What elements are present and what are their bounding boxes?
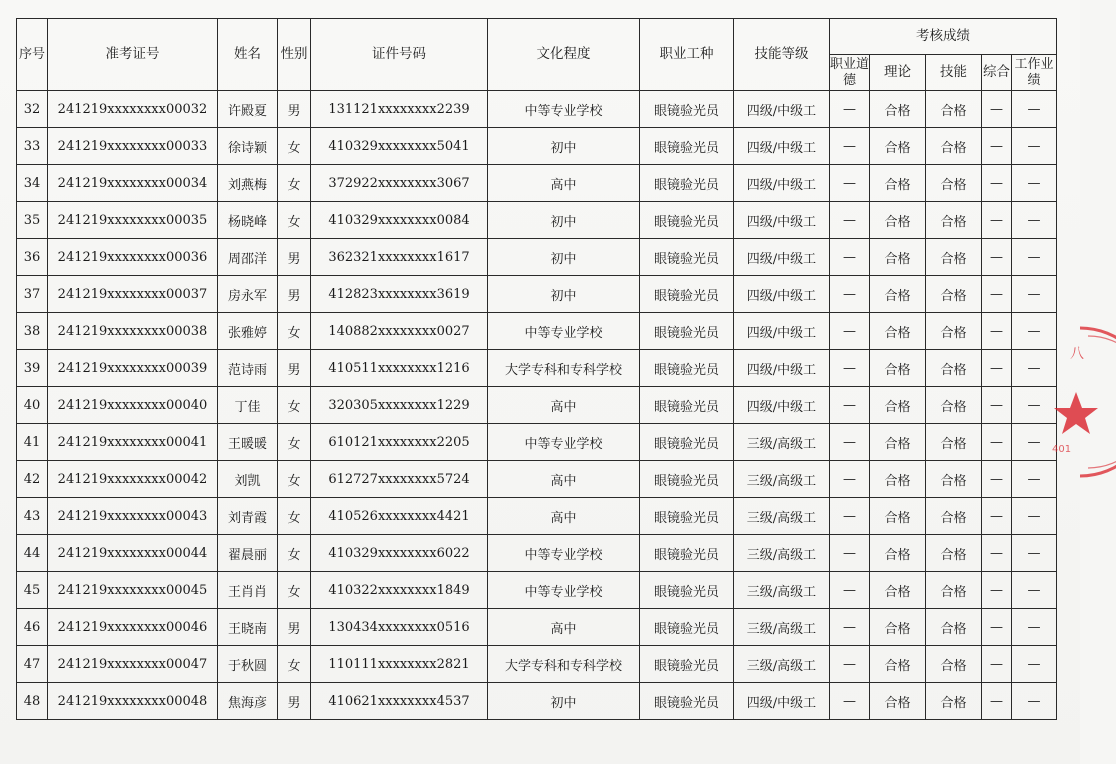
cell-gender: 男 (278, 609, 311, 646)
header-exam-id: 准考证号 (48, 19, 218, 91)
cell-gender: 女 (278, 202, 311, 239)
cell-work-performance: — (1012, 609, 1057, 646)
cell-work-performance: — (1012, 165, 1057, 202)
cell-name: 张雅婷 (218, 313, 278, 350)
header-theory: 理论 (870, 55, 926, 91)
cell-occupation: 眼镜验光员 (640, 91, 734, 128)
table-row (17, 498, 1057, 535)
cell-education: 高中 (488, 609, 640, 646)
cell-comprehensive: — (982, 461, 1012, 498)
cell-occupation: 眼镜验光员 (640, 239, 734, 276)
cell-occupation: 眼镜验光员 (640, 609, 734, 646)
cell-skill: 合格 (926, 91, 982, 128)
cell-exam-id: 241219xxxxxxxx00042 (48, 461, 218, 498)
cell-id-number: 612727xxxxxxxx5724 (311, 461, 488, 498)
cell-ethics: — (830, 498, 870, 535)
cell-exam-id: 241219xxxxxxxx00035 (48, 202, 218, 239)
cell-seq: 39 (17, 350, 48, 387)
cell-theory: 合格 (870, 683, 926, 720)
cell-skill-level: 三级/高级工 (734, 498, 830, 535)
svg-text:八: 八 (1070, 346, 1084, 362)
cell-gender: 男 (278, 683, 311, 720)
results-table (16, 18, 1057, 720)
cell-id-number: 140882xxxxxxxx0027 (311, 313, 488, 350)
cell-education: 初中 (488, 202, 640, 239)
header-name: 姓名 (218, 19, 278, 91)
cell-work-performance: — (1012, 239, 1057, 276)
table-row (17, 276, 1057, 313)
cell-name: 王晓南 (218, 609, 278, 646)
cell-seq: 34 (17, 165, 48, 202)
header-work-performance: 工作业绩 (1012, 55, 1057, 91)
cell-ethics: — (830, 535, 870, 572)
cell-skill: 合格 (926, 683, 982, 720)
cell-seq: 46 (17, 609, 48, 646)
cell-skill-level: 四级/中级工 (734, 128, 830, 165)
header-skill-level: 技能等级 (734, 19, 830, 91)
cell-ethics: — (830, 91, 870, 128)
cell-id-number: 412823xxxxxxxx3619 (311, 276, 488, 313)
cell-seq: 37 (17, 276, 48, 313)
cell-name: 刘燕梅 (218, 165, 278, 202)
cell-id-number: 372922xxxxxxxx3067 (311, 165, 488, 202)
cell-skill: 合格 (926, 609, 982, 646)
cell-seq: 35 (17, 202, 48, 239)
header-assessment: 考核成绩 (830, 19, 1057, 55)
cell-education: 初中 (488, 276, 640, 313)
cell-occupation: 眼镜验光员 (640, 535, 734, 572)
cell-name: 周邵洋 (218, 239, 278, 276)
cell-seq: 47 (17, 646, 48, 683)
cell-exam-id: 241219xxxxxxxx00033 (48, 128, 218, 165)
cell-theory: 合格 (870, 572, 926, 609)
cell-seq: 32 (17, 91, 48, 128)
header-gender: 性别 (278, 19, 311, 91)
cell-seq: 41 (17, 424, 48, 461)
cell-ethics: — (830, 387, 870, 424)
cell-exam-id: 241219xxxxxxxx00047 (48, 646, 218, 683)
cell-occupation: 眼镜验光员 (640, 461, 734, 498)
cell-name: 翟晨丽 (218, 535, 278, 572)
cell-skill-level: 三级/高级工 (734, 609, 830, 646)
cell-skill: 合格 (926, 424, 982, 461)
cell-theory: 合格 (870, 646, 926, 683)
cell-gender: 男 (278, 276, 311, 313)
cell-comprehensive: — (982, 683, 1012, 720)
cell-skill: 合格 (926, 128, 982, 165)
cell-id-number: 362321xxxxxxxx1617 (311, 239, 488, 276)
cell-ethics: — (830, 239, 870, 276)
table-row (17, 91, 1057, 128)
table-body (17, 91, 1057, 720)
cell-id-number: 130434xxxxxxxx0516 (311, 609, 488, 646)
table-row (17, 424, 1057, 461)
cell-work-performance: — (1012, 128, 1057, 165)
table-row (17, 128, 1057, 165)
table-row (17, 239, 1057, 276)
cell-id-number: 410329xxxxxxxx5041 (311, 128, 488, 165)
cell-theory: 合格 (870, 91, 926, 128)
cell-education: 中等专业学校 (488, 424, 640, 461)
cell-skill: 合格 (926, 572, 982, 609)
cell-seq: 40 (17, 387, 48, 424)
cell-occupation: 眼镜验光员 (640, 387, 734, 424)
cell-exam-id: 241219xxxxxxxx00037 (48, 276, 218, 313)
table-row (17, 165, 1057, 202)
svg-text:401: 401 (1052, 444, 1072, 455)
cell-ethics: — (830, 313, 870, 350)
cell-gender: 女 (278, 461, 311, 498)
cell-id-number: 410621xxxxxxxx4537 (311, 683, 488, 720)
cell-exam-id: 241219xxxxxxxx00048 (48, 683, 218, 720)
cell-work-performance: — (1012, 387, 1057, 424)
cell-occupation: 眼镜验光员 (640, 128, 734, 165)
cell-id-number: 410329xxxxxxxx0084 (311, 202, 488, 239)
cell-ethics: — (830, 461, 870, 498)
cell-work-performance: — (1012, 202, 1057, 239)
cell-gender: 女 (278, 535, 311, 572)
cell-gender: 女 (278, 646, 311, 683)
cell-comprehensive: — (982, 498, 1012, 535)
cell-comprehensive: — (982, 572, 1012, 609)
cell-occupation: 眼镜验光员 (640, 498, 734, 535)
cell-occupation: 眼镜验光员 (640, 683, 734, 720)
cell-theory: 合格 (870, 350, 926, 387)
cell-exam-id: 241219xxxxxxxx00032 (48, 91, 218, 128)
cell-comprehensive: — (982, 239, 1012, 276)
cell-ethics: — (830, 128, 870, 165)
cell-gender: 男 (278, 350, 311, 387)
cell-education: 大学专科和专科学校 (488, 350, 640, 387)
cell-exam-id: 241219xxxxxxxx00039 (48, 350, 218, 387)
cell-education: 大学专科和专科学校 (488, 646, 640, 683)
cell-skill: 合格 (926, 350, 982, 387)
cell-id-number: 610121xxxxxxxx2205 (311, 424, 488, 461)
cell-theory: 合格 (870, 202, 926, 239)
cell-name: 王肖肖 (218, 572, 278, 609)
cell-seq: 38 (17, 313, 48, 350)
cell-occupation: 眼镜验光员 (640, 350, 734, 387)
cell-skill-level: 三级/高级工 (734, 535, 830, 572)
cell-theory: 合格 (870, 498, 926, 535)
cell-education: 高中 (488, 387, 640, 424)
cell-ethics: — (830, 276, 870, 313)
cell-exam-id: 241219xxxxxxxx00038 (48, 313, 218, 350)
cell-occupation: 眼镜验光员 (640, 572, 734, 609)
header-id-number: 证件号码 (311, 19, 488, 91)
cell-skill-level: 四级/中级工 (734, 350, 830, 387)
cell-gender: 女 (278, 313, 311, 350)
cell-skill-level: 四级/中级工 (734, 202, 830, 239)
cell-id-number: 110111xxxxxxxx2821 (311, 646, 488, 683)
cell-seq: 43 (17, 498, 48, 535)
header-comprehensive: 综合 (982, 55, 1012, 91)
cell-ethics: — (830, 202, 870, 239)
cell-gender: 女 (278, 424, 311, 461)
cell-skill-level: 三级/高级工 (734, 646, 830, 683)
cell-name: 许殿夏 (218, 91, 278, 128)
cell-skill: 合格 (926, 535, 982, 572)
cell-work-performance: — (1012, 683, 1057, 720)
table-row (17, 313, 1057, 350)
cell-id-number: 410322xxxxxxxx1849 (311, 572, 488, 609)
cell-theory: 合格 (870, 461, 926, 498)
cell-id-number: 410511xxxxxxxx1216 (311, 350, 488, 387)
cell-education: 中等专业学校 (488, 535, 640, 572)
cell-theory: 合格 (870, 535, 926, 572)
cell-occupation: 眼镜验光员 (640, 202, 734, 239)
cell-ethics: — (830, 609, 870, 646)
cell-name: 焦海彦 (218, 683, 278, 720)
cell-skill: 合格 (926, 239, 982, 276)
cell-work-performance: — (1012, 313, 1057, 350)
cell-gender: 女 (278, 572, 311, 609)
header-seq: 序号 (17, 19, 48, 91)
cell-comprehensive: — (982, 646, 1012, 683)
cell-ethics: — (830, 350, 870, 387)
cell-id-number: 410329xxxxxxxx6022 (311, 535, 488, 572)
cell-exam-id: 241219xxxxxxxx00046 (48, 609, 218, 646)
cell-exam-id: 241219xxxxxxxx00045 (48, 572, 218, 609)
cell-ethics: — (830, 572, 870, 609)
cell-theory: 合格 (870, 387, 926, 424)
cell-occupation: 眼镜验光员 (640, 276, 734, 313)
table-row (17, 535, 1057, 572)
cell-exam-id: 241219xxxxxxxx00040 (48, 387, 218, 424)
header-education: 文化程度 (488, 19, 640, 91)
cell-education: 高中 (488, 461, 640, 498)
cell-skill: 合格 (926, 646, 982, 683)
cell-gender: 女 (278, 498, 311, 535)
cell-exam-id: 241219xxxxxxxx00041 (48, 424, 218, 461)
cell-theory: 合格 (870, 239, 926, 276)
cell-name: 房永军 (218, 276, 278, 313)
cell-comprehensive: — (982, 276, 1012, 313)
cell-skill-level: 四级/中级工 (734, 313, 830, 350)
table-row (17, 387, 1057, 424)
cell-education: 中等专业学校 (488, 91, 640, 128)
cell-education: 高中 (488, 165, 640, 202)
header-ethics: 职业道德 (830, 55, 870, 91)
cell-work-performance: — (1012, 572, 1057, 609)
cell-occupation: 眼镜验光员 (640, 646, 734, 683)
table-row (17, 461, 1057, 498)
cell-name: 刘凯 (218, 461, 278, 498)
cell-id-number: 320305xxxxxxxx1229 (311, 387, 488, 424)
cell-gender: 男 (278, 91, 311, 128)
cell-seq: 44 (17, 535, 48, 572)
cell-theory: 合格 (870, 313, 926, 350)
cell-exam-id: 241219xxxxxxxx00036 (48, 239, 218, 276)
cell-education: 初中 (488, 683, 640, 720)
cell-skill: 合格 (926, 276, 982, 313)
cell-theory: 合格 (870, 165, 926, 202)
cell-work-performance: — (1012, 646, 1057, 683)
cell-theory: 合格 (870, 609, 926, 646)
cell-work-performance: — (1012, 276, 1057, 313)
cell-id-number: 131121xxxxxxxx2239 (311, 91, 488, 128)
cell-seq: 36 (17, 239, 48, 276)
cell-seq: 33 (17, 128, 48, 165)
cell-exam-id: 241219xxxxxxxx00044 (48, 535, 218, 572)
cell-ethics: — (830, 646, 870, 683)
cell-skill-level: 三级/高级工 (734, 572, 830, 609)
cell-skill-level: 三级/高级工 (734, 461, 830, 498)
cell-comprehensive: — (982, 313, 1012, 350)
cell-education: 高中 (488, 498, 640, 535)
cell-seq: 45 (17, 572, 48, 609)
cell-seq: 42 (17, 461, 48, 498)
cell-work-performance: — (1012, 498, 1057, 535)
cell-skill-level: 四级/中级工 (734, 239, 830, 276)
table-row (17, 683, 1057, 720)
cell-skill-level: 四级/中级工 (734, 276, 830, 313)
cell-ethics: — (830, 165, 870, 202)
header-occupation: 职业工种 (640, 19, 734, 91)
cell-work-performance: — (1012, 424, 1057, 461)
cell-comprehensive: — (982, 424, 1012, 461)
cell-skill-level: 四级/中级工 (734, 387, 830, 424)
cell-comprehensive: — (982, 387, 1012, 424)
cell-name: 丁佳 (218, 387, 278, 424)
header-skill: 技能 (926, 55, 982, 91)
cell-occupation: 眼镜验光员 (640, 313, 734, 350)
cell-seq: 48 (17, 683, 48, 720)
cell-work-performance: — (1012, 535, 1057, 572)
cell-work-performance: — (1012, 350, 1057, 387)
table-row (17, 609, 1057, 646)
cell-name: 王暖暖 (218, 424, 278, 461)
cell-work-performance: — (1012, 91, 1057, 128)
cell-gender: 男 (278, 239, 311, 276)
cell-theory: 合格 (870, 424, 926, 461)
cell-skill: 合格 (926, 202, 982, 239)
cell-ethics: — (830, 683, 870, 720)
cell-theory: 合格 (870, 128, 926, 165)
cell-gender: 女 (278, 128, 311, 165)
cell-gender: 女 (278, 387, 311, 424)
cell-ethics: — (830, 424, 870, 461)
cell-comprehensive: — (982, 535, 1012, 572)
cell-skill-level: 三级/高级工 (734, 424, 830, 461)
cell-education: 中等专业学校 (488, 572, 640, 609)
cell-skill: 合格 (926, 498, 982, 535)
table-row (17, 646, 1057, 683)
table-row (17, 202, 1057, 239)
cell-comprehensive: — (982, 165, 1012, 202)
cell-skill-level: 四级/中级工 (734, 91, 830, 128)
cell-id-number: 410526xxxxxxxx4421 (311, 498, 488, 535)
cell-name: 杨晓峰 (218, 202, 278, 239)
cell-skill: 合格 (926, 461, 982, 498)
cell-education: 中等专业学校 (488, 313, 640, 350)
cell-comprehensive: — (982, 350, 1012, 387)
table-row (17, 350, 1057, 387)
cell-exam-id: 241219xxxxxxxx00034 (48, 165, 218, 202)
table-header (17, 19, 1057, 91)
cell-skill: 合格 (926, 165, 982, 202)
cell-comprehensive: — (982, 609, 1012, 646)
cell-theory: 合格 (870, 276, 926, 313)
cell-occupation: 眼镜验光员 (640, 165, 734, 202)
cell-name: 刘青霞 (218, 498, 278, 535)
cell-comprehensive: — (982, 91, 1012, 128)
cell-skill-level: 四级/中级工 (734, 683, 830, 720)
cell-name: 于秋圆 (218, 646, 278, 683)
cell-comprehensive: — (982, 128, 1012, 165)
cell-exam-id: 241219xxxxxxxx00043 (48, 498, 218, 535)
cell-name: 范诗雨 (218, 350, 278, 387)
cell-skill: 合格 (926, 313, 982, 350)
cell-skill: 合格 (926, 387, 982, 424)
cell-education: 初中 (488, 128, 640, 165)
cell-work-performance: — (1012, 461, 1057, 498)
cell-education: 初中 (488, 239, 640, 276)
table-row (17, 572, 1057, 609)
cell-comprehensive: — (982, 202, 1012, 239)
cell-occupation: 眼镜验光员 (640, 424, 734, 461)
cell-gender: 女 (278, 165, 311, 202)
cell-name: 徐诗颖 (218, 128, 278, 165)
cell-skill-level: 四级/中级工 (734, 165, 830, 202)
